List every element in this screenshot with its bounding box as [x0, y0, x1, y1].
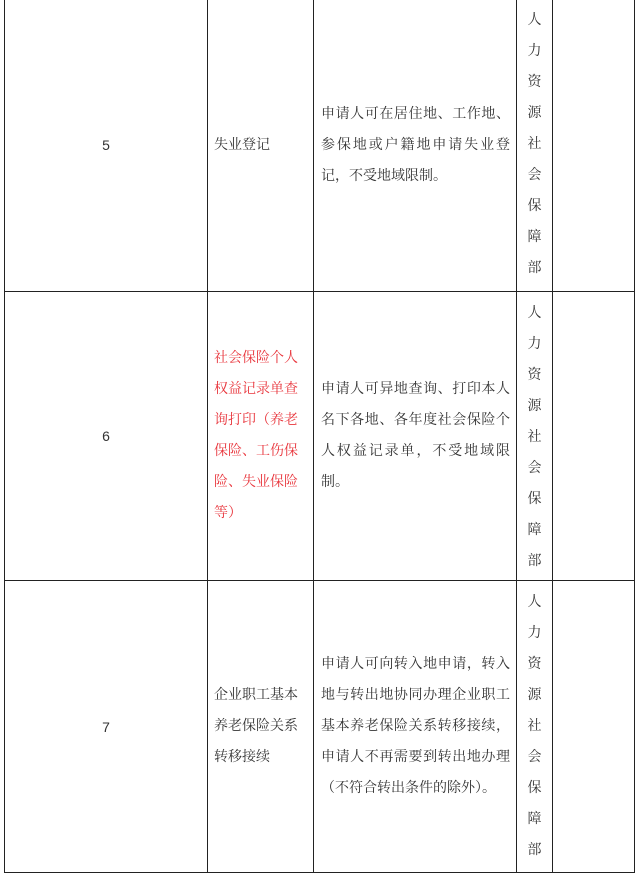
department-label: 人力资源社会保障部 — [527, 305, 542, 569]
extra-cell — [553, 292, 635, 581]
row-number: 6 — [5, 292, 208, 581]
table-row — [5, 292, 635, 581]
service-description: 申请人可异地查询、打印本人名下各地、各年度社会保险个人权益记录单，不受地域限制。 — [314, 292, 517, 581]
services-table — [4, 0, 635, 873]
responsible-department — [517, 581, 553, 873]
row-number: 7 — [5, 581, 208, 873]
service-description: 申请人可在居住地、工作地、参保地或户籍地申请失业登记，不受地域限制。 — [314, 0, 517, 292]
service-item-name: 企业职工基本养老保险关系转移接续 — [208, 581, 314, 873]
service-description: 申请人可向转入地申请，转入地与转出地协同办理企业职工基本养老保险关系转移接续，申请人不再需要到转出地办理（不符合转出条件的除外）。 — [314, 581, 517, 873]
department-label: 人力资源社会保障部 — [527, 12, 542, 276]
extra-cell — [553, 0, 635, 292]
service-item-name-highlighted: 社会保险个人权益记录单查询打印（养老保险、工伤保险、失业保险等） — [208, 292, 314, 581]
table-row — [5, 0, 635, 292]
row-number: 5 — [5, 0, 208, 292]
service-item-name: 失业登记 — [208, 0, 314, 292]
table-row — [5, 581, 635, 873]
responsible-department — [517, 0, 553, 292]
extra-cell — [553, 581, 635, 873]
department-label: 人力资源社会保障部 — [527, 594, 542, 858]
responsible-department — [517, 292, 553, 581]
